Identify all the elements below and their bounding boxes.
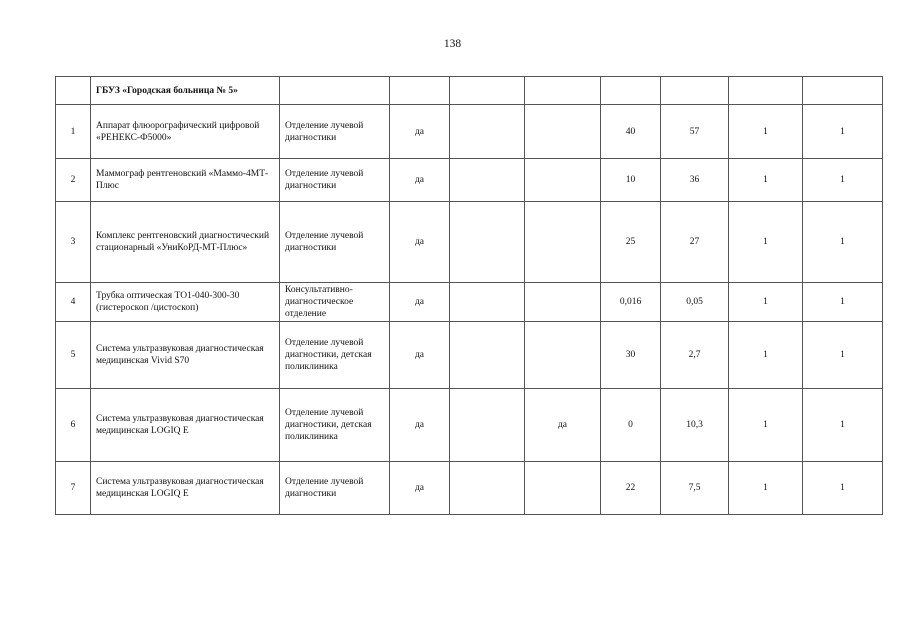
empty-cell: [525, 77, 601, 105]
availability-flag: да: [390, 462, 450, 515]
department: Отделение лучевой диагностики: [280, 202, 390, 283]
column-9-value: 1: [729, 283, 803, 322]
empty-cell: [601, 77, 661, 105]
availability-flag: да: [390, 105, 450, 159]
column-8-value: 36: [661, 159, 729, 202]
column-8-value: 57: [661, 105, 729, 159]
column-6-value: [525, 159, 601, 202]
page-number: 138: [443, 38, 462, 50]
row-number: 1: [56, 105, 91, 159]
column-9-value: 1: [729, 462, 803, 515]
availability-flag: да: [390, 389, 450, 462]
column-7-value: 0,016: [601, 283, 661, 322]
row-number: 3: [56, 202, 91, 283]
column-7-value: 10: [601, 159, 661, 202]
column-6-value: [525, 322, 601, 389]
column-10-value: 1: [803, 159, 883, 202]
equipment-name: Система ультразвуковая диагностическая медицинская LOGIQ E: [91, 462, 280, 515]
department: Отделение лучевой диагностики, детская поликлиника: [280, 322, 390, 389]
table-row: [56, 322, 883, 389]
row-number: 7: [56, 462, 91, 515]
empty-cell: [803, 77, 883, 105]
table-row: [56, 159, 883, 202]
row-number: 6: [56, 389, 91, 462]
column-7-value: 0: [601, 389, 661, 462]
column-9-value: 1: [729, 202, 803, 283]
equipment-name: Маммограф рентгеновский «Маммо-4МТ-Плюс: [91, 159, 280, 202]
column-5-value: [450, 462, 525, 515]
table-row: [56, 202, 883, 283]
org-header-row: [56, 77, 883, 105]
equipment-table: [55, 76, 883, 515]
row-number: 4: [56, 283, 91, 322]
equipment-name: Трубка оптическая ТО1-040-300-30 (гистероскоп /цистоскоп): [91, 283, 280, 322]
availability-flag: да: [390, 283, 450, 322]
table-row: [56, 389, 883, 462]
column-10-value: 1: [803, 283, 883, 322]
column-6-value: [525, 462, 601, 515]
column-8-value: 10,3: [661, 389, 729, 462]
column-5-value: [450, 159, 525, 202]
equipment-name: Аппарат флюорографический цифровой «РЕНЕКС-Ф5000»: [91, 105, 280, 159]
column-9-value: 1: [729, 159, 803, 202]
empty-cell: [390, 77, 450, 105]
table-row: [56, 462, 883, 515]
table-row: [56, 283, 883, 322]
department: Отделение лучевой диагностики: [280, 159, 390, 202]
empty-cell: [56, 77, 91, 105]
column-10-value: 1: [803, 105, 883, 159]
equipment-name: Система ультразвуковая диагностическая медицинская LOGIQ E: [91, 389, 280, 462]
department: Консультативно-диагностическое отделение: [280, 283, 390, 322]
column-8-value: 2,7: [661, 322, 729, 389]
column-5-value: [450, 202, 525, 283]
column-10-value: 1: [803, 389, 883, 462]
column-10-value: 1: [803, 322, 883, 389]
column-5-value: [450, 389, 525, 462]
column-6-value: [525, 202, 601, 283]
empty-cell: [729, 77, 803, 105]
availability-flag: да: [390, 159, 450, 202]
column-10-value: 1: [803, 202, 883, 283]
department: Отделение лучевой диагностики: [280, 105, 390, 159]
column-6-value: да: [525, 389, 601, 462]
column-8-value: 0,05: [661, 283, 729, 322]
column-5-value: [450, 105, 525, 159]
column-8-value: 27: [661, 202, 729, 283]
availability-flag: да: [390, 202, 450, 283]
row-number: 2: [56, 159, 91, 202]
column-8-value: 7,5: [661, 462, 729, 515]
column-9-value: 1: [729, 322, 803, 389]
empty-cell: [450, 77, 525, 105]
equipment-name: Комплекс рентгеновский диагностический стационарный «УниКоРД-МТ-Плюс»: [91, 202, 280, 283]
organization-name: ГБУЗ «Городская больница № 5»: [91, 77, 280, 105]
column-7-value: 40: [601, 105, 661, 159]
column-6-value: [525, 105, 601, 159]
column-7-value: 25: [601, 202, 661, 283]
column-5-value: [450, 283, 525, 322]
availability-flag: да: [390, 322, 450, 389]
column-5-value: [450, 322, 525, 389]
row-number: 5: [56, 322, 91, 389]
empty-cell: [661, 77, 729, 105]
department: Отделение лучевой диагностики, детская поликлиника: [280, 389, 390, 462]
table-row: [56, 105, 883, 159]
column-7-value: 22: [601, 462, 661, 515]
column-9-value: 1: [729, 389, 803, 462]
column-10-value: 1: [803, 462, 883, 515]
column-6-value: [525, 283, 601, 322]
column-9-value: 1: [729, 105, 803, 159]
column-7-value: 30: [601, 322, 661, 389]
equipment-name: Система ультразвуковая диагностическая медицинская Vivid S70: [91, 322, 280, 389]
empty-cell: [280, 77, 390, 105]
department: Отделение лучевой диагностики: [280, 462, 390, 515]
